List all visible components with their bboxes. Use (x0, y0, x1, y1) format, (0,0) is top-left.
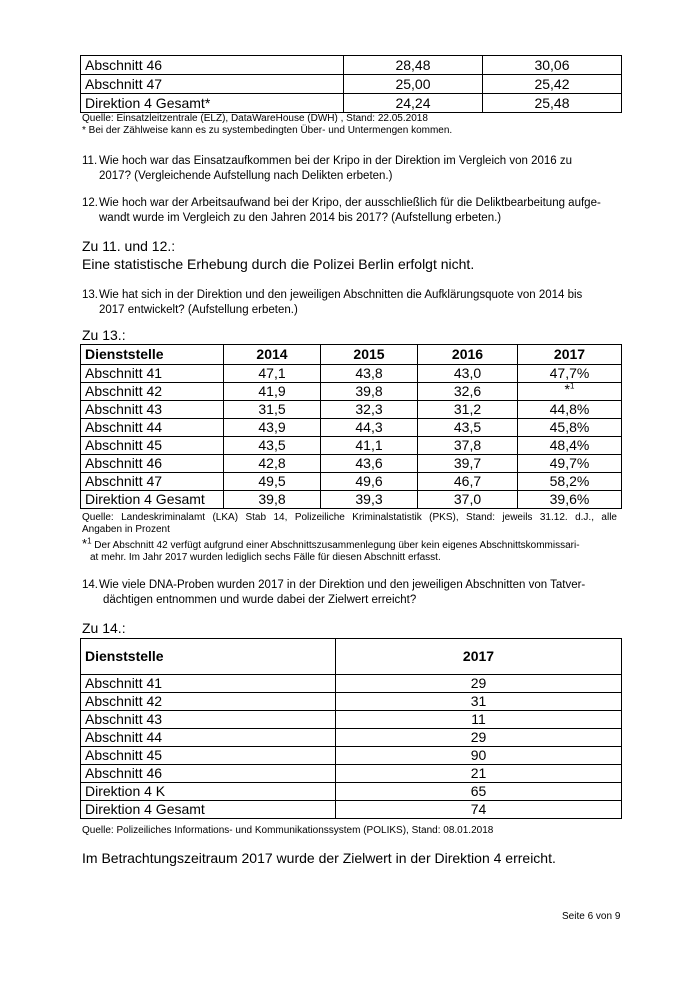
question-number: 12. (82, 197, 98, 209)
value-cell: 24,24 (344, 94, 483, 113)
dienststelle-cell: Abschnitt 42 (81, 383, 224, 401)
dienststelle-cell: Direktion 4 K (81, 783, 336, 801)
value-cell: 11 (336, 711, 622, 729)
dienststelle-cell: Direktion 4 Gesamt (81, 801, 336, 819)
value-cell: 43,5 (418, 419, 518, 437)
value-cell: 31,2 (418, 401, 518, 419)
value-cell: 74 (336, 801, 622, 819)
table-row (81, 747, 622, 765)
question-11 (82, 154, 642, 184)
dienststelle-cell: Abschnitt 42 (81, 693, 336, 711)
value-cell: 43,0 (418, 365, 518, 383)
dienststelle-cell: Direktion 4 Gesamt* (81, 94, 344, 113)
value-cell: 37,8 (418, 437, 518, 455)
value-cell: 21 (336, 765, 622, 783)
table-row (81, 473, 622, 491)
dienststelle-cell: Abschnitt 45 (81, 747, 336, 765)
table1-note: * Bei der Zählweise kann es zu systembedingten Über- und Untermengen kommen. (82, 125, 453, 136)
value-cell: 58,2% (518, 473, 622, 491)
value-cell: 44,8% (518, 401, 622, 419)
dienststelle-cell: Direktion 4 Gesamt (81, 491, 224, 509)
table-row (81, 455, 622, 473)
value-cell: 90 (336, 747, 622, 765)
answer-11-12-heading: Zu 11. und 12.: (82, 238, 176, 254)
value-cell: 43,8 (321, 365, 418, 383)
table2-source: Quelle: Landeskriminalamt (LKA) Stab 14, Polizeiliche Kriminalstatistik (PKS), Stand: jeweils 31.12. d.J., alle Angaben in Prozent (82, 512, 617, 535)
value-cell: 44,3 (321, 419, 418, 437)
question-13 (82, 288, 642, 318)
column-header: 2017 (518, 345, 622, 365)
table-row (81, 491, 622, 509)
question-14 (82, 578, 642, 608)
question-line: Wie hat sich in der Direktion und den jeweiligen Abschnitten die Aufklärungsquote von 2014 bis (99, 289, 583, 301)
question-line: dächtigen entnommen und wurde dabei der Zielwert erreicht? (103, 594, 417, 606)
table-row (81, 783, 622, 801)
question-line: 2017? (Vergleichende Aufstellung nach Delikten erbeten.) (99, 170, 393, 182)
value-cell: 39,8 (321, 383, 418, 401)
value-cell (518, 383, 622, 401)
value-cell: 49,5 (224, 473, 321, 491)
table-row (81, 383, 622, 401)
question-line: Wie hoch war das Einsatzaufkommen bei der Kripo in der Direktion im Vergleich von 2016 zu (99, 155, 573, 167)
table-row (81, 693, 622, 711)
page-number: Seite 6 von 9 (562, 911, 621, 922)
dienststelle-cell: Abschnitt 46 (81, 765, 336, 783)
dienststelle-cell: Abschnitt 41 (81, 675, 336, 693)
dienststelle-cell: Abschnitt 41 (81, 365, 224, 383)
value-cell: 46,7 (418, 473, 518, 491)
table-clearance-rate (80, 344, 622, 509)
column-header: 2017 (336, 639, 622, 675)
dienststelle-cell: Abschnitt 46 (81, 56, 344, 75)
value-cell: 49,7% (518, 455, 622, 473)
column-header: 2015 (321, 345, 418, 365)
dienststelle-cell: Abschnitt 43 (81, 711, 336, 729)
question-line: Wie viele DNA-Proben wurden 2017 in der Direktion und den jeweiligen Abschnitten von Tatver- (99, 579, 586, 591)
value-cell: 39,3 (321, 491, 418, 509)
column-header: Dienststelle (81, 345, 224, 365)
question-12 (82, 196, 642, 226)
value-cell: 31 (336, 693, 622, 711)
question-number: 11. (82, 155, 98, 167)
dienststelle-cell: Abschnitt 47 (81, 473, 224, 491)
table-row (81, 711, 622, 729)
question-line: 2017 entwickelt? (Aufstellung erbeten.) (99, 304, 298, 316)
table-row (81, 801, 622, 819)
value-cell: 39,8 (224, 491, 321, 509)
value-cell: 25,00 (344, 75, 483, 94)
table-row (81, 75, 622, 94)
value-cell: 47,1 (224, 365, 321, 383)
table-row (81, 729, 622, 747)
question-line: wandt wurde im Vergleich zu den Jahren 2014 bis 2017? (Aufstellung erbeten.) (99, 212, 502, 224)
table-row (81, 675, 622, 693)
value-cell: 43,5 (224, 437, 321, 455)
question-number: 14. (82, 579, 98, 591)
dienststelle-cell: Abschnitt 44 (81, 419, 224, 437)
value-cell: 47,7% (518, 365, 622, 383)
footnote-marker: * (564, 382, 570, 397)
table1-source: Quelle: Einsatzleitzentrale (ELZ), DataWareHouse (DWH) , Stand: 22.05.2018 (82, 113, 428, 124)
table-header-row (81, 345, 622, 365)
table-row (81, 94, 622, 113)
value-cell: 43,6 (321, 455, 418, 473)
dienststelle-cell: Abschnitt 47 (81, 75, 344, 94)
table-dna-samples (80, 638, 622, 819)
answer-13-heading: Zu 13.: (82, 327, 126, 343)
value-cell: 49,6 (321, 473, 418, 491)
value-cell: 32,6 (418, 383, 518, 401)
dienststelle-cell: Abschnitt 44 (81, 729, 336, 747)
value-cell: 31,5 (224, 401, 321, 419)
answer-14-heading: Zu 14.: (82, 620, 126, 636)
table-header-row (81, 639, 622, 675)
value-cell: 45,8% (518, 419, 622, 437)
table2-footnote: *$^1$ Der Abschnitt 42 verfügt aufgrund einer Abschnittszusammenlegung über kein eigenes Abschnittskommissari- at mehr. Im Jahr 2017 wurden lediglich sechs Fälle für diesen Abschnitt erfasst. (82, 536, 580, 563)
column-header: 2014 (224, 345, 321, 365)
value-cell: 41,1 (321, 437, 418, 455)
table-row (81, 437, 622, 455)
value-cell: 30,06 (483, 56, 622, 75)
value-cell: 32,3 (321, 401, 418, 419)
value-cell: 39,6% (518, 491, 622, 509)
value-cell: 42,8 (224, 455, 321, 473)
value-cell: 39,7 (418, 455, 518, 473)
value-cell: 48,4% (518, 437, 622, 455)
dienststelle-cell: Abschnitt 45 (81, 437, 224, 455)
value-cell: 41,9 (224, 383, 321, 401)
table-response-times (80, 55, 622, 113)
value-cell: 43,9 (224, 419, 321, 437)
value-cell: 29 (336, 729, 622, 747)
table-row (81, 401, 622, 419)
value-cell: 37,0 (418, 491, 518, 509)
table-row (81, 765, 622, 783)
value-cell: 25,48 (483, 94, 622, 113)
dienststelle-cell: Abschnitt 46 (81, 455, 224, 473)
question-number: 13. (82, 289, 98, 301)
value-cell: 65 (336, 783, 622, 801)
column-header: 2016 (418, 345, 518, 365)
question-line: Wie hoch war der Arbeitsaufwand bei der Kripo, der ausschließlich für die Deliktbearbeitung aufge- (99, 197, 601, 209)
value-cell: 28,48 (344, 56, 483, 75)
table-row (81, 365, 622, 383)
value-cell: 29 (336, 675, 622, 693)
answer-11-12-text: Eine statistische Erhebung durch die Polizei Berlin erfolgt nicht. (82, 256, 475, 272)
footnote-number: 1 (570, 382, 575, 391)
answer-14-conclusion: Im Betrachtungszeitraum 2017 wurde der Zielwert in der Direktion 4 erreicht. (82, 850, 556, 866)
dienststelle-cell: Abschnitt 43 (81, 401, 224, 419)
table-row (81, 419, 622, 437)
column-header: Dienststelle (81, 639, 336, 675)
table3-source: Quelle: Polizeiliches Informations- und Kommunikationssystem (POLIKS), Stand: 08.01.2018 (82, 825, 494, 836)
value-cell: 25,42 (483, 75, 622, 94)
table-row (81, 56, 622, 75)
